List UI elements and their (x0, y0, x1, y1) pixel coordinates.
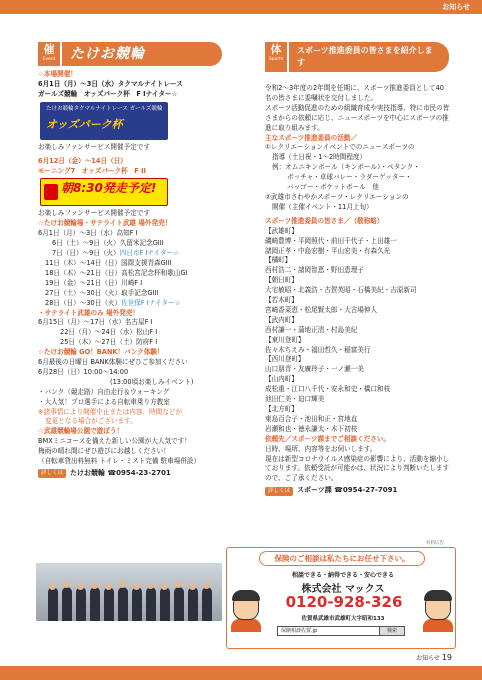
text-line: 6日（土）～9日（火）久留米記念GIII (52, 239, 164, 248)
member-names: 成松重・江口八千代・安永和史・橋口和枝 (265, 385, 391, 394)
member-names: 磯崎豊博・平岡照代・前田千代子・上田雄一 (265, 236, 397, 245)
text-line: ☆たけお競輪場・サテライト武雄 場外発売！ (38, 219, 172, 228)
text-line: 6月1日（月）～3日（水）高知F I (38, 229, 138, 238)
text-line: 7日（日）～9日（火）四日市F Iナイター☆ (52, 249, 180, 258)
text-line: お楽しみファンサービス開催予定です (38, 142, 150, 151)
sports-header (265, 42, 450, 72)
district-label: 【北方町】 (265, 405, 298, 413)
ad-tagline: 相談できる・納得できる・安心できる (291, 572, 394, 579)
morning-race-banner: 朝8:30発走予定! (40, 178, 168, 206)
text-line: 6月1日（月）～3日（水）タクマルナイトレース (38, 79, 183, 88)
ad-phone: 0120-928-326 (285, 593, 403, 611)
text-line: 依頼先／スポーツ課までご相談ください。 (265, 434, 391, 443)
sports-contact: 詳しくは スポーツ課 ☎0954-27-7091 (265, 486, 450, 496)
member-names: 山口朋青・友廣玲子・一ノ瀬一美 (265, 365, 364, 374)
section-tab: お知らせ (442, 3, 470, 11)
member-names: 東島百合子・池田和正・宮地直 (265, 414, 358, 423)
text-line: 例：オムニキンボール（キンボール）・ペタンク・ (272, 163, 420, 172)
text-line: 日時、場所、内容等をお伺いします。 (265, 444, 377, 453)
paragraph: スポーツ活動促進のための組織育成や実技指導、特に市民の皆さまからの依頼に応じ、ニュースポーツを中心にスポーツの推進に取り組みます。 (265, 103, 450, 132)
paragraph: 令和2～3年度の2年間を任期に、スポーツ推進委員として40名の皆さまに委嘱状を交付しました。 (265, 84, 444, 102)
ad-search-button[interactable]: 検索 (379, 626, 405, 636)
keirin-logo-icon (44, 184, 58, 200)
paragraph: 現在は新型コロナウイルス感染症の影響により、活動を縮小しております。依頼受託が可能かは、状況により判断いたしますので、ご了承ください。 (265, 454, 450, 483)
district-label: 【西川登町】 (265, 355, 305, 364)
text-line: 27日（土）～30日（火）取手記念GIII (45, 288, 159, 297)
night-race-banner: たけお競輪タクマルナイトレース ガールズ競輪 オッズパーク杯 (40, 102, 168, 140)
text-line: ・大人気！プロ選手による自転車乗り方教室 (38, 397, 170, 406)
district-label: 【山内町】 (265, 375, 298, 384)
sports-column (265, 84, 450, 496)
keirin-title: たけお競輪 (70, 46, 145, 62)
page-number: 19 (441, 653, 452, 662)
ad-company: 株式会社 マックス (301, 584, 385, 595)
text-line: 11日（木）～14日（日）国際支援青森GIII (45, 258, 172, 267)
sports-title: スポーツ推進委員の皆さまを紹介します (297, 46, 433, 67)
text-line: 6月最後の日曜日 BANK体験にぜひご参加ください (38, 358, 188, 367)
text-line: 6月15日（月）～17日（水）名古屋F I (38, 318, 153, 327)
ad-address: 佐賀県武雄市武雄町大字昭和133 (301, 616, 385, 622)
keirin-title-ribbon (62, 42, 222, 66)
member-names: 岩瀬和也・徳永謙太・木下初枝 (265, 424, 358, 433)
keirin-contact: 詳しくは たけお競輪 ☎0954-23-2701 (38, 469, 238, 479)
bottom-bar (0, 666, 482, 680)
member-names: 池田仁美・迫口輝美 (265, 395, 325, 404)
text-line: ☆本場開催！ (38, 70, 77, 78)
member-names: 西村浩二・諸岡智恵・野田恵理子 (265, 266, 364, 275)
text-line: ①レクリエーションイベントでのニュースポーツの (265, 143, 415, 152)
member-names: 西村謙一・蒲地正清・村島美紀 (265, 325, 358, 334)
ad-search-box[interactable]: 保険相談佐賀.jp 検索 (277, 626, 405, 636)
text-line: (13:00頃お楽しみイベント) (110, 377, 194, 386)
keirin-column (38, 70, 238, 479)
text-line: 指導（土日祝・1～2時間程度） (272, 153, 367, 162)
page-footer: お知らせ 19 (416, 653, 452, 662)
text-line: 22日（月）～24日（水）松山F I (60, 328, 158, 337)
mascot-right-icon (423, 592, 453, 632)
district-label: 【武雄町】 (265, 226, 298, 235)
text-line: ボッチャ・卓球バレー・ラダーゲッター・ (287, 173, 412, 182)
group-photo (36, 563, 222, 621)
member-names: 佐々木ちえみ・福田哲久・稲富美行 (265, 345, 371, 354)
text-line: ②武雄市さわやかスポーツ・レクリエーションの (265, 192, 409, 201)
text-line: 梅雨の晴れ間にぜひ遊びにお越しください！ (38, 447, 170, 456)
ad-headline: 保険のご相談は私たちにお任せ下さい。 (259, 551, 425, 566)
text-line: ※諸事情により開催中止または内容、時間などが (38, 407, 182, 416)
district-label: 【若木町】 (265, 296, 298, 305)
text-line: ・バンク（競走路）自由走行＆ウォーキング (38, 387, 170, 396)
text-line: （自転車貸出料無料 トイレ・ミスト完備 駐車場併設） (38, 457, 201, 466)
top-bar (0, 0, 482, 14)
text-line: 6月12日（金）～14日（日） (38, 156, 127, 165)
member-names: 大宅敏昭・北義浩・古賀英昭・石橋美紀・吉原新司 (265, 286, 417, 295)
district-label: 【東川登町】 (265, 335, 305, 344)
member-names: 宮崎香菜恵・松尾賢太郎・大古場伸人 (265, 305, 378, 314)
text-line: ・サテライト武雄のみ 場外発売！ (38, 308, 140, 317)
text-line: バッゴー・ボケットボール 他 (287, 183, 379, 192)
text-line: BMXミニコースを備えた新しい公園が大人気です！ (38, 437, 191, 446)
keirin-header (38, 42, 238, 66)
insurance-ad[interactable] (226, 547, 456, 649)
text-line: 開催（主催イベント・11月上旬） (272, 202, 373, 211)
district-label: 【朝日町】 (265, 276, 298, 285)
section-heading: 主なスポーツ推進委員の活動／ (265, 133, 358, 142)
sports-badge: 体 Sports (265, 42, 287, 72)
text-line: 18日（木）～21日（日）高松宮記念杯和歌山GI (45, 268, 188, 277)
mascot-left-icon (231, 592, 261, 632)
district-label: 【橘町】 (265, 256, 292, 265)
text-line: 変更となる場合がございます。 (45, 417, 137, 426)
section-heading: スポーツ推進委員の皆さま／（敬称略） (265, 216, 384, 225)
ad-note: 有料広告 (426, 541, 444, 546)
sports-title-ribbon (289, 42, 449, 72)
text-line: ☆武雄競輪場公園で遊ぼう！ (38, 427, 124, 436)
district-label: 【武内町】 (265, 315, 298, 324)
member-names: 諸岡正孝・中島宏樹・平山宏美・有森久光 (265, 246, 391, 255)
text-line: ガールズ競輪 オッズパーク杯 F Iナイター☆ (38, 89, 178, 98)
text-line: 6月28日（日）10:00～14:00 (38, 367, 129, 376)
text-line: 19日（金）～21日（日）川崎F I (45, 278, 143, 287)
text-line: モーニング7 オッズパーク杯 F II (38, 166, 147, 175)
text-line: 28日（日）～30日（火）佐世保F Iナイター☆ (45, 298, 181, 307)
text-line: 25日（木）～27日（土）防府F I (60, 338, 158, 347)
text-line: ☆たけお競輪 GO！BANK！バンク体験！ (38, 348, 164, 357)
text-line: お楽しみファンサービス開催予定です (38, 209, 150, 218)
event-badge: 催 Event (38, 42, 60, 66)
